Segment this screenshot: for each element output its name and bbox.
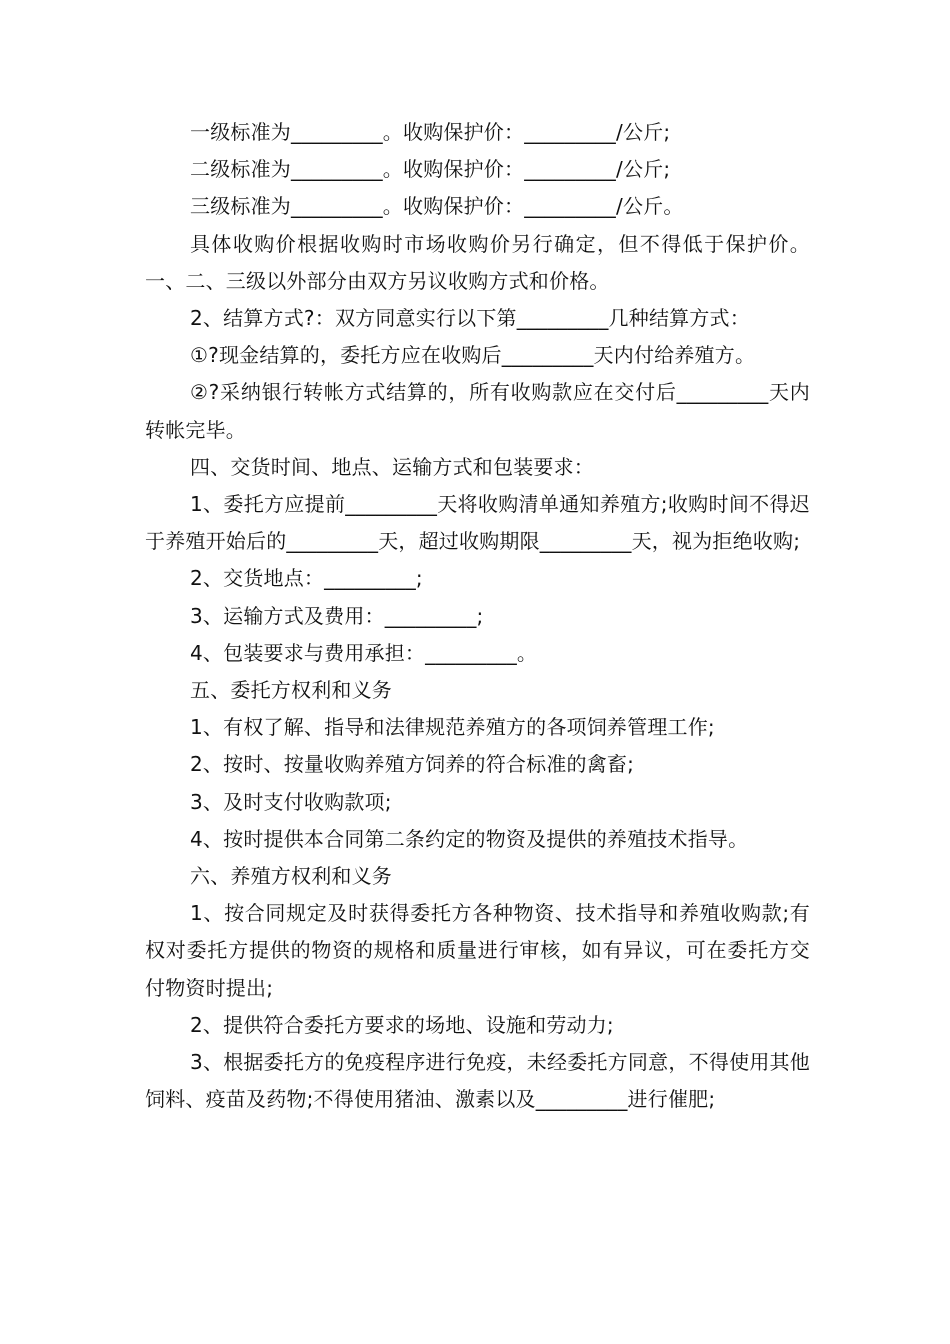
- paragraph-client-right-2: 2、按时、按量收购养殖方饲养的符合标准的禽畜;: [190, 752, 635, 777]
- paragraph-delivery-notice: 1、委托方应提前_________天将收购清单通知养殖方;收购时间不得迟于养殖开始后的_________天，超过收购期限_________天，视为拒绝收购;: [145, 492, 810, 554]
- paragraph-bank-settlement: ②?采纳银行转帐方式结算的，所有收购款应在交付后_________天内转帐完毕。: [145, 380, 810, 442]
- paragraph-grade-2: 二级标准为_________。收购保护价：_________/公斤;: [190, 157, 671, 182]
- section-heading-farmer-rights: 六、养殖方权利和义务: [190, 864, 392, 889]
- paragraph-settlement-method: 2、结算方式?：双方同意实行以下第_________几种结算方式：: [190, 306, 750, 331]
- paragraph-farmer-right-2: 2、提供符合委托方要求的场地、设施和劳动力;: [190, 1012, 614, 1037]
- paragraph-client-right-3: 3、及时支付收购款项;: [190, 789, 392, 814]
- paragraph-transport: 3、运输方式及费用：_________;: [190, 603, 484, 628]
- paragraph-delivery-location: 2、交货地点：_________;: [190, 566, 423, 591]
- paragraph-farmer-right-3: 3、根据委托方的免疫程序进行免疫，未经委托方同意，不得使用其他饲料、疫苗及药物;不得使用猪油、激素以及_________进行催肥;: [145, 1050, 810, 1112]
- section-heading-client-rights: 五、委托方权利和义务: [190, 678, 392, 703]
- paragraph-grade-3: 三级标准为_________。收购保护价：_________/公斤。: [190, 194, 684, 219]
- paragraph-farmer-right-1: 1、按合同规定及时获得委托方各种物资、技术指导和养殖收购款;有权对委托方提供的物资的规格和质量进行审核，如有异议，可在委托方交付物资时提出;: [145, 901, 810, 1000]
- paragraph-client-right-4: 4、按时提供本合同第二条约定的物资及提供的养殖技术指导。: [190, 826, 749, 851]
- paragraph-grade-1: 一级标准为_________。收购保护价：_________/公斤;: [190, 120, 671, 144]
- paragraph-price-note: 具体收购价根据收购时市场收购价另行确定，但不得低于保护价。一、二、三级以外部分由双方另议收购方式和价格。: [145, 231, 810, 293]
- document-body: [145, 114, 810, 1118]
- paragraph-packaging: 4、包装要求与费用承担：_________。: [190, 640, 538, 665]
- paragraph-client-right-1: 1、有权了解、指导和法律规范养殖方的各项饲养管理工作;: [190, 715, 715, 740]
- section-heading-delivery: 四、交货时间、地点、运输方式和包装要求：: [190, 454, 594, 479]
- paragraph-cash-settlement: ①?现金结算的，委托方应在收购后_________天内付给养殖方。: [190, 343, 756, 368]
